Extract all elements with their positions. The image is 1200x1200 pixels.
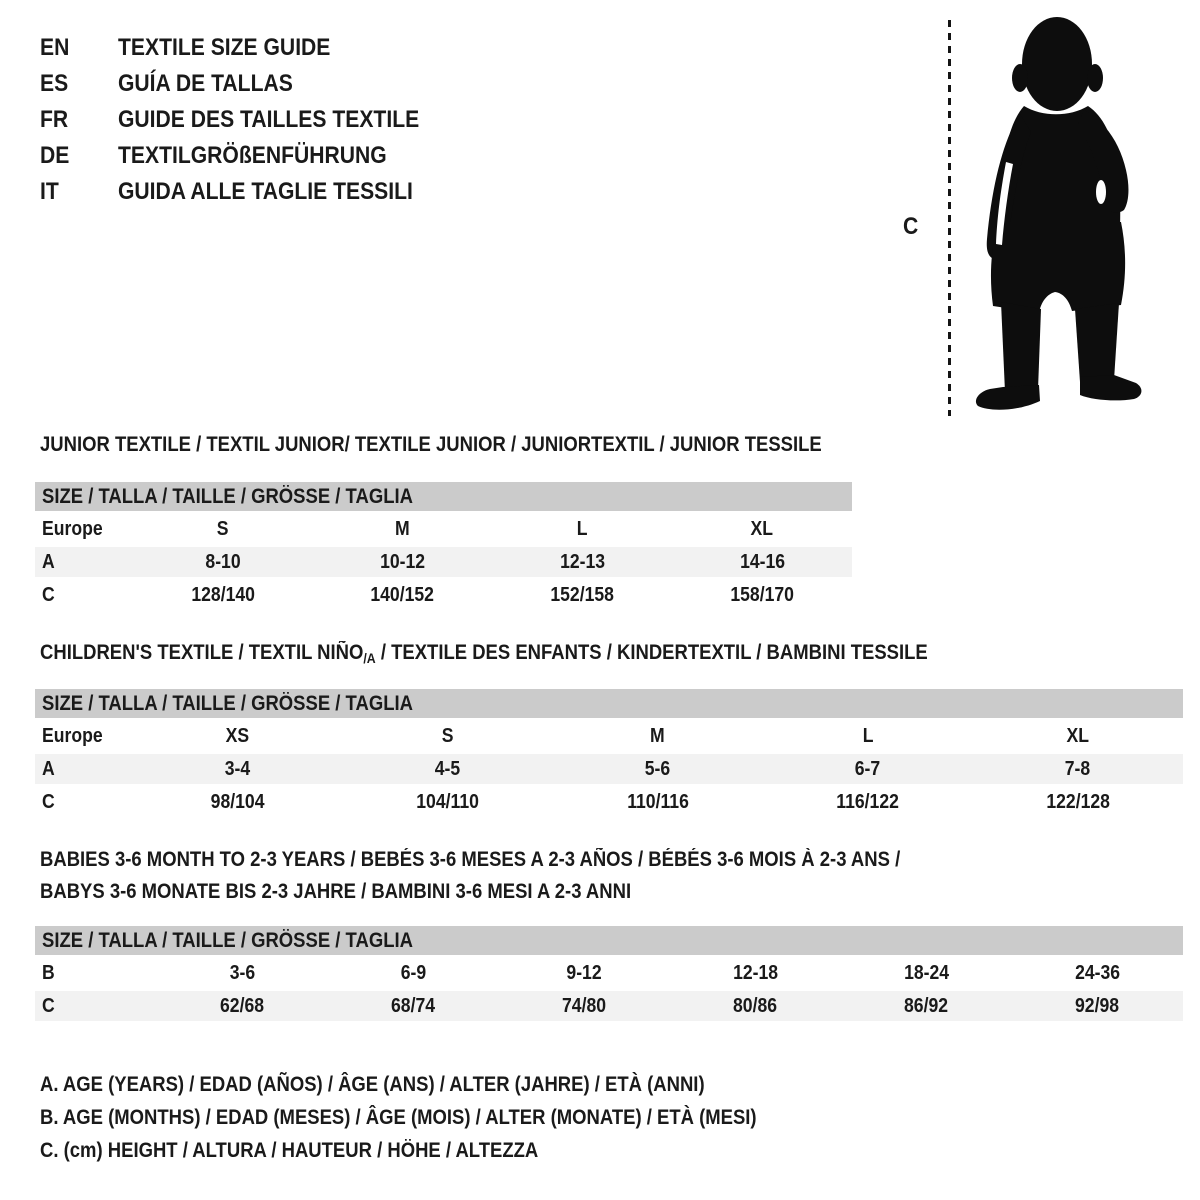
- size-cell: [973, 754, 1183, 784]
- size-value: 110/116: [626, 790, 689, 813]
- size-cell: [763, 784, 973, 820]
- size-cell: [841, 991, 1012, 1021]
- size-value: 128/140: [191, 583, 255, 606]
- size-value: 80/86: [733, 994, 778, 1017]
- size-cell: [672, 577, 852, 613]
- size-value: 116/122: [836, 790, 900, 813]
- legend-line-a-text: A. AGE (YEARS) / EDAD (AÑOS) / ÂGE (ANS) / ALTER (JAHRE) / ETÀ (ANNI): [40, 1073, 705, 1096]
- size-value: 68/74: [391, 994, 436, 1017]
- legend-block: [40, 1068, 854, 1167]
- table-row: [35, 577, 852, 613]
- babies-size-header-bar: [35, 926, 1183, 955]
- row-label: C: [42, 790, 55, 813]
- size-cell: [553, 784, 763, 820]
- size-value: 24-36: [1074, 961, 1120, 984]
- babies-title-line1-text: BABIES 3-6 MONTH TO 2-3 YEARS / BEBÉS 3-6 MESES A 2-3 AÑOS / BÉBÉS 3-6 MOIS À 2-3 ANS /: [40, 848, 901, 871]
- size-cell: [763, 754, 973, 784]
- size-value: 18-24: [903, 961, 949, 984]
- size-cell: [499, 955, 670, 991]
- language-code: IT: [40, 178, 59, 205]
- size-cell: [133, 754, 343, 784]
- size-value: 5-6: [645, 757, 671, 780]
- table-row: [35, 784, 1183, 820]
- row-label: C: [42, 583, 55, 606]
- row-label-cell: [35, 718, 133, 754]
- legend-line-c: [40, 1134, 854, 1167]
- row-label: A: [42, 757, 55, 780]
- size-value: 152/158: [550, 583, 615, 606]
- size-cell: [133, 718, 343, 754]
- size-cell: [328, 955, 499, 991]
- junior-size-table: [35, 511, 852, 613]
- table-row: [35, 754, 1183, 784]
- baby-silhouette-icon: [940, 12, 1180, 417]
- language-row: [40, 174, 460, 210]
- size-header-label: SIZE / TALLA / TAILLE / GRÖSSE / TAGLIA: [42, 929, 413, 952]
- size-value: L: [862, 724, 874, 747]
- row-label: C: [42, 994, 55, 1017]
- language-row: [40, 66, 460, 102]
- row-label-cell: [35, 991, 157, 1021]
- size-header-label: SIZE / TALLA / TAILLE / GRÖSSE / TAGLIA: [42, 485, 413, 508]
- row-label-cell: [35, 955, 157, 991]
- size-cell: [973, 718, 1183, 754]
- table-row: [35, 955, 1183, 991]
- size-cell: [499, 991, 670, 1021]
- height-measure-label: [903, 213, 920, 241]
- size-cell: [670, 991, 841, 1021]
- language-code: EN: [40, 34, 70, 61]
- size-value: 12-18: [732, 961, 778, 984]
- size-cell: [493, 547, 673, 577]
- legend-line-b-text: B. AGE (MONTHS) / EDAD (MESES) / ÂGE (MOIS) / ALTER (MONATE) / ETÀ (MESI): [40, 1106, 757, 1129]
- size-cell: [313, 511, 493, 547]
- language-code: ES: [40, 70, 69, 97]
- size-cell: [763, 718, 973, 754]
- size-value: 74/80: [562, 994, 607, 1017]
- size-value: 10-12: [380, 550, 426, 573]
- language-label: TEXTILE SIZE GUIDE: [118, 34, 331, 61]
- babies-title-line2-text: BABYS 3-6 MONATE BIS 2-3 JAHRE / BAMBINI 3-6 MESI A 2-3 ANNI: [40, 880, 632, 903]
- junior-section-title: [40, 433, 928, 457]
- row-label: A: [42, 550, 55, 573]
- children-size-table: [35, 718, 1183, 820]
- language-row: [40, 102, 460, 138]
- size-cell: [133, 784, 343, 820]
- size-cell: [313, 577, 493, 613]
- size-value: 4-5: [434, 757, 461, 780]
- size-cell: [553, 718, 763, 754]
- size-cell: [493, 577, 673, 613]
- size-cell: [672, 547, 852, 577]
- size-value: S: [441, 724, 454, 747]
- size-value: 12-13: [559, 550, 605, 573]
- size-value: 7-8: [1065, 757, 1091, 780]
- size-value: 158/170: [730, 583, 794, 606]
- height-measure-letter: C: [903, 213, 919, 240]
- size-value: 9-12: [566, 961, 602, 984]
- row-label: B: [42, 961, 55, 984]
- row-label-cell: [35, 577, 133, 613]
- size-header-label: SIZE / TALLA / TAILLE / GRÖSSE / TAGLIA: [42, 692, 413, 715]
- size-value: XL: [1066, 724, 1090, 747]
- size-cell: [328, 991, 499, 1021]
- size-cell: [841, 955, 1012, 991]
- row-label-cell: [35, 754, 133, 784]
- size-cell: [343, 784, 553, 820]
- size-cell: [670, 955, 841, 991]
- size-value: 92/98: [1075, 994, 1120, 1017]
- size-value: 14-16: [739, 550, 785, 573]
- row-label: Europe: [42, 517, 103, 540]
- size-cell: [1012, 955, 1183, 991]
- size-value: M: [650, 724, 666, 747]
- size-value: S: [217, 517, 229, 540]
- children-section-title-text: [40, 641, 928, 670]
- size-value: 122/128: [1046, 790, 1110, 813]
- size-value: 86/92: [904, 994, 949, 1017]
- size-cell: [343, 754, 553, 784]
- size-cell: [1012, 991, 1183, 1021]
- size-value: XL: [750, 517, 774, 540]
- babies-section-title-line2: [40, 880, 712, 904]
- size-value: 3-6: [229, 961, 255, 984]
- size-cell: [133, 577, 313, 613]
- size-value: 62/68: [220, 994, 265, 1017]
- babies-section-title-line1: [40, 848, 1018, 872]
- language-label: GUIDA ALLE TAGLIE TESSILI: [118, 178, 413, 205]
- language-row: [40, 30, 460, 66]
- size-value: 8-10: [205, 550, 241, 573]
- children-title-suffix: / TEXTILE DES ENFANTS / KINDERTEXTIL / BAMBINI TESSILE: [375, 641, 928, 664]
- size-cell: [493, 511, 673, 547]
- table-row: [35, 511, 852, 547]
- language-label: GUÍA DE TALLAS: [118, 70, 293, 97]
- junior-size-header-bar: [35, 482, 852, 511]
- language-row: [40, 138, 460, 174]
- size-cell: [313, 547, 493, 577]
- size-value: 3-4: [224, 757, 251, 780]
- size-cell: [973, 784, 1183, 820]
- table-row: [35, 547, 852, 577]
- children-title-subscript: /A: [363, 650, 376, 666]
- legend-line-c-text: C. (cm) HEIGHT / ALTURA / HAUTEUR / HÖHE / ALTEZZA: [40, 1139, 539, 1162]
- size-cell: [157, 991, 328, 1021]
- size-cell: [553, 754, 763, 784]
- language-label: TEXTILGRÖßENFÜHRUNG: [118, 142, 387, 169]
- legend-line-b: [40, 1101, 854, 1134]
- babies-size-table: [35, 955, 1183, 1021]
- legend-line-a: [40, 1068, 854, 1101]
- size-value: XS: [225, 724, 250, 747]
- language-code: DE: [40, 142, 70, 169]
- size-cell: [133, 511, 313, 547]
- size-value: L: [576, 517, 588, 540]
- size-cell: [343, 718, 553, 754]
- language-title-block: [40, 30, 460, 210]
- junior-section-title-text: JUNIOR TEXTILE / TEXTIL JUNIOR/ TEXTILE JUNIOR / JUNIORTEXTIL / JUNIOR TESSILE: [40, 433, 822, 456]
- children-section-title: [40, 641, 1049, 670]
- size-value: 6-7: [855, 757, 881, 780]
- size-value: 140/152: [370, 583, 435, 606]
- row-label-cell: [35, 511, 133, 547]
- row-label-cell: [35, 547, 133, 577]
- size-cell: [133, 547, 313, 577]
- children-size-header-bar: [35, 689, 1183, 718]
- language-label: GUIDE DES TAILLES TEXTILE: [118, 106, 420, 133]
- size-value: 6-9: [400, 961, 426, 984]
- children-title-prefix: CHILDREN'S TEXTILE / TEXTIL NIÑO: [40, 641, 364, 664]
- table-row: [35, 718, 1183, 754]
- size-value: M: [395, 517, 410, 540]
- size-value: 98/104: [210, 790, 265, 813]
- row-label-cell: [35, 784, 133, 820]
- size-cell: [157, 955, 328, 991]
- language-code: FR: [40, 106, 69, 133]
- table-row: [35, 991, 1183, 1021]
- size-value: 104/110: [416, 790, 480, 813]
- row-label: Europe: [42, 724, 103, 747]
- size-cell: [672, 511, 852, 547]
